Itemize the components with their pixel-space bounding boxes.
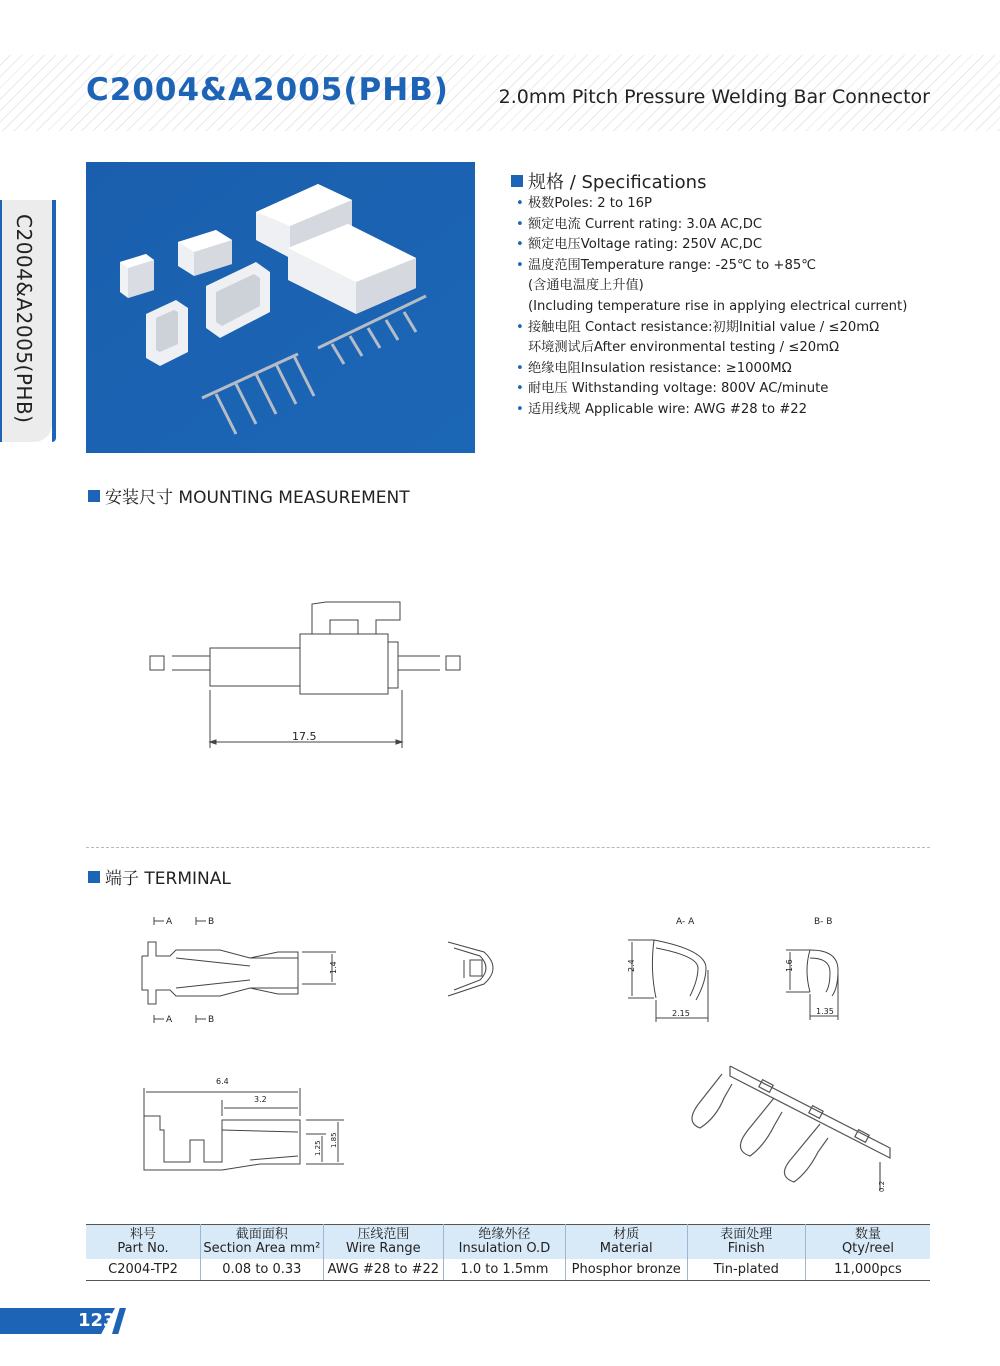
side-tab-label: C2004&A2005(PHB) xyxy=(12,214,36,424)
svg-text:2.4: 2.4 xyxy=(627,959,636,972)
spec-item: • 耐电压 Withstanding voltage: 800V AC/minute xyxy=(516,379,907,400)
bullet-icon: • xyxy=(516,381,524,397)
page-subtitle: 2.0mm Pitch Pressure Welding Bar Connector xyxy=(498,86,930,108)
section-b-b xyxy=(770,910,860,1025)
page-number: 123 xyxy=(78,1310,116,1331)
dimension-label: 17.5 xyxy=(292,730,317,743)
spec-item: • 额定电流 Current rating: 3.0A AC,DC xyxy=(516,215,907,236)
part-table xyxy=(86,1224,930,1281)
mounting-drawing xyxy=(140,590,480,760)
table-cell: 11,000pcs xyxy=(805,1259,930,1281)
svg-text:B: B xyxy=(208,1015,215,1025)
section-divider xyxy=(86,847,930,848)
housing-2p xyxy=(120,254,154,298)
spec-item: • 适用线规 Applicable wire: AWG #28 to #22 xyxy=(516,400,907,421)
svg-text:A: A xyxy=(166,1015,173,1025)
spec-item: (含通电温度上升值) xyxy=(528,278,644,294)
svg-text:1.25: 1.25 xyxy=(314,1140,322,1156)
bullet-icon: • xyxy=(516,257,524,273)
spec-item: • 额定电压Voltage rating: 250V AC,DC xyxy=(516,235,907,256)
table-cell: C2004-TP2 xyxy=(86,1259,201,1281)
spec-item: • 温度范围Temperature range: -25℃ to +85℃ xyxy=(516,256,907,277)
table-cell: Phosphor bronze xyxy=(565,1259,687,1281)
svg-text:1.4: 1.4 xyxy=(329,961,338,974)
bullet-icon: • xyxy=(516,401,524,417)
specifications-list xyxy=(516,194,907,421)
square-bullet-icon xyxy=(88,490,100,502)
svg-text:A: A xyxy=(166,917,173,927)
terminal-reel-drawing xyxy=(670,1058,900,1198)
table-header: 表面处理 Finish xyxy=(687,1225,805,1260)
table-cell: Tin-plated xyxy=(687,1259,805,1281)
section-a-a xyxy=(610,910,730,1025)
square-bullet-icon xyxy=(511,175,523,187)
svg-text:B: B xyxy=(208,917,215,927)
spec-item: • 极数Poles: 2 to 16P xyxy=(516,194,907,215)
bullet-icon: • xyxy=(516,216,524,232)
square-bullet-icon xyxy=(88,871,100,883)
table-header: 压线范围 Wire Range xyxy=(323,1225,443,1260)
terminal-side-view xyxy=(130,1070,360,1180)
spec-item: (Including temperature rise in applying electrical current) xyxy=(528,298,908,314)
mounting-heading: 安装尺寸 MOUNTING MEASUREMENT xyxy=(88,483,410,508)
table-header: 绝缘外径 Insulation O.D xyxy=(443,1225,565,1260)
side-tab-accent xyxy=(52,200,56,442)
page-title: C2004&A2005(PHB) xyxy=(86,72,449,108)
svg-text:1.85: 1.85 xyxy=(330,1132,338,1148)
bullet-icon: • xyxy=(516,319,524,335)
product-photo xyxy=(86,162,475,453)
svg-text:A- A: A- A xyxy=(676,917,695,927)
spec-item: • 接触电阻 Contact resistance:初期Initial value / ≤20mΩ xyxy=(516,318,907,339)
terminal-top-view xyxy=(130,908,350,1032)
table-header: 数量 Qty/reel xyxy=(805,1225,930,1260)
svg-text:2.15: 2.15 xyxy=(672,1009,690,1018)
table-cell: AWG #28 to #22 xyxy=(323,1259,443,1281)
spec-item: • 绝缘电阻Insulation resistance: ≥1000MΩ xyxy=(516,359,907,380)
svg-text:6.4: 6.4 xyxy=(216,1077,229,1086)
table-cell: 1.0 to 1.5mm xyxy=(443,1259,565,1281)
table-cell: 0.08 to 0.33 xyxy=(201,1259,324,1281)
svg-text:B- B: B- B xyxy=(814,917,833,927)
bullet-icon: • xyxy=(516,237,524,253)
svg-text:3.2: 3.2 xyxy=(254,1095,267,1104)
svg-text:0.2: 0.2 xyxy=(878,1180,886,1192)
svg-text:1.35: 1.35 xyxy=(816,1007,834,1016)
connector-illustration xyxy=(86,162,475,453)
table-header: 料号 Part No. xyxy=(86,1225,201,1260)
table-header: 材质 Material xyxy=(565,1225,687,1260)
svg-text:1.6: 1.6 xyxy=(785,959,794,972)
specifications-heading: 规格 / Specifications xyxy=(511,168,706,194)
table-header: 截面面积 Section Area mm² xyxy=(201,1225,324,1260)
spec-item: 环境测试后After environmental testing / ≤20mΩ xyxy=(528,340,840,356)
terminal-heading: 端子 TERMINAL xyxy=(88,864,231,889)
bullet-icon: • xyxy=(516,360,524,376)
bullet-icon: • xyxy=(516,196,524,211)
terminal-front-view xyxy=(440,934,510,1004)
table-row xyxy=(86,1259,930,1281)
